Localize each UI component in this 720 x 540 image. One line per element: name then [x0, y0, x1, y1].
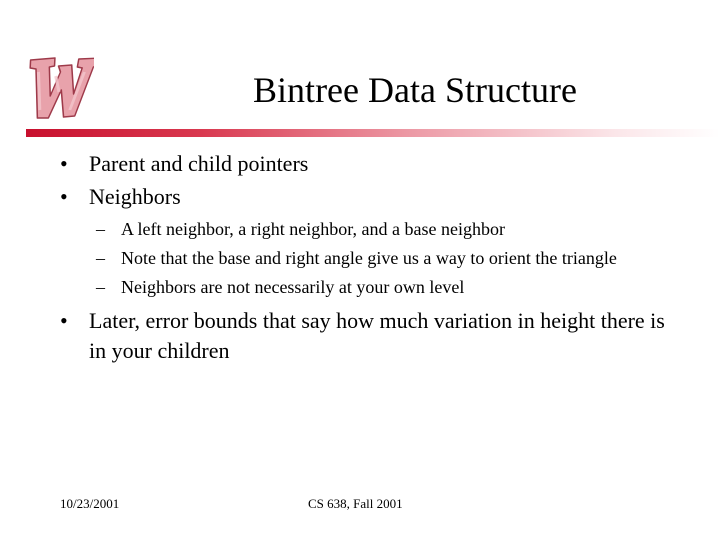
bullet-marker: • — [60, 184, 68, 209]
title-underline — [26, 129, 720, 137]
bullet-marker: • — [60, 151, 68, 176]
sub-bullet-text: Neighbors are not necessarily at your own level — [121, 277, 465, 297]
sub-bullet-text: Note that the base and right angle give us a way to orient the triangle — [121, 248, 617, 268]
bullet-text: Neighbors — [89, 184, 181, 209]
footer-date: 10/23/2001 — [60, 496, 120, 511]
bullet-text: Later, error bounds that say how much variation in height there is in your children — [89, 308, 665, 363]
slide-title: Bintree Data Structure — [253, 70, 577, 110]
sub-bullet-marker: – — [96, 248, 105, 268]
sub-bullet-text: A left neighbor, a right neighbor, and a base neighbor — [121, 219, 505, 239]
sub-bullet-marker: – — [96, 219, 105, 239]
university-w-logo — [20, 52, 94, 124]
sub-bullet-marker: – — [96, 277, 105, 297]
bullet-text: Parent and child pointers — [89, 151, 309, 176]
bullet-marker: • — [60, 308, 68, 333]
footer-course: CS 638, Fall 2001 — [308, 496, 403, 511]
